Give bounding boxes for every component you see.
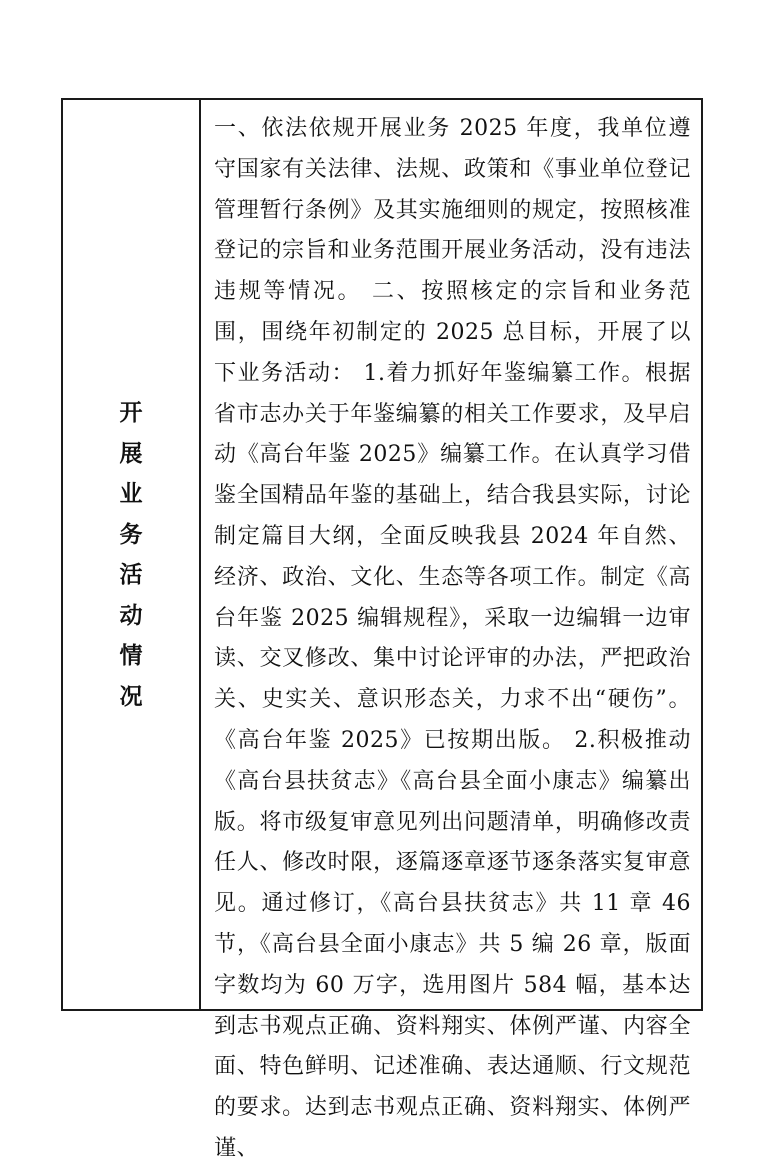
section-label-char: 务 [119, 521, 143, 548]
section-label-char: 情 [119, 643, 143, 669]
section-label-char: 动 [119, 602, 143, 629]
section-label-char: 开 [119, 400, 143, 426]
section-label-char: 展 [119, 440, 143, 467]
section-label [111, 402, 151, 726]
section-label-char: 业 [119, 481, 143, 507]
section-label-char: 况 [119, 683, 143, 710]
content-text: 一、依法依规开展业务 2025 年度，我单位遵守国家有关法律、法规、政策和《事业单位登记管理暂行条例》及其实施细则的规定，按照核准登记的宗旨和业务范围开展业务活动，没有违法违规等情况。 二、按照核定的宗旨和业务范围，围绕年初制定的 2025 总目标，开展了以下业务活动： 1.着力抓好年鉴编纂工作。根据省市志办关于年鉴编纂的相关工作要求，及早启动《高台年鉴 2025》编纂工作。在认真学习借鉴全国精品年鉴的基础上，结合我县实际，讨论制定篇目大纲，全面反映我县 2024 年自然、经济、政治、文化、生态等各项工作。制定《高台年鉴 2025 编辑规程》，采取一边编辑一边审读、交叉修改、集中讨论评审的办法，严把政治关、史实关、意识形态关，力求不出“硬伤”。《高台年鉴 2025》已按期出版。 2.积极推动《高台县扶贫志》《高台县全面小康志》编纂出版。将市级复审意见列出问题清单，明确修改责任人、修改时限，逐篇逐章逐节逐条落实复审意见。通过修订，《高台县扶贫志》共 11 章 46 节，《高台县全面小康志》共 5 编 26 章，版面字数均为 60 万字，选用图片 584 幅，基本达到志书观点正确、资料翔实、体例严谨、内容全面、特色鲜明、记述准确、表达通顺、行文规范的要求。达到志书观点正确、资料翔实、体例严谨、 [214, 116, 691, 1161]
section-label-char: 活 [119, 562, 143, 588]
form-table [61, 98, 703, 1161]
section-label-cell [63, 100, 199, 1009]
content-cell [201, 100, 701, 1161]
